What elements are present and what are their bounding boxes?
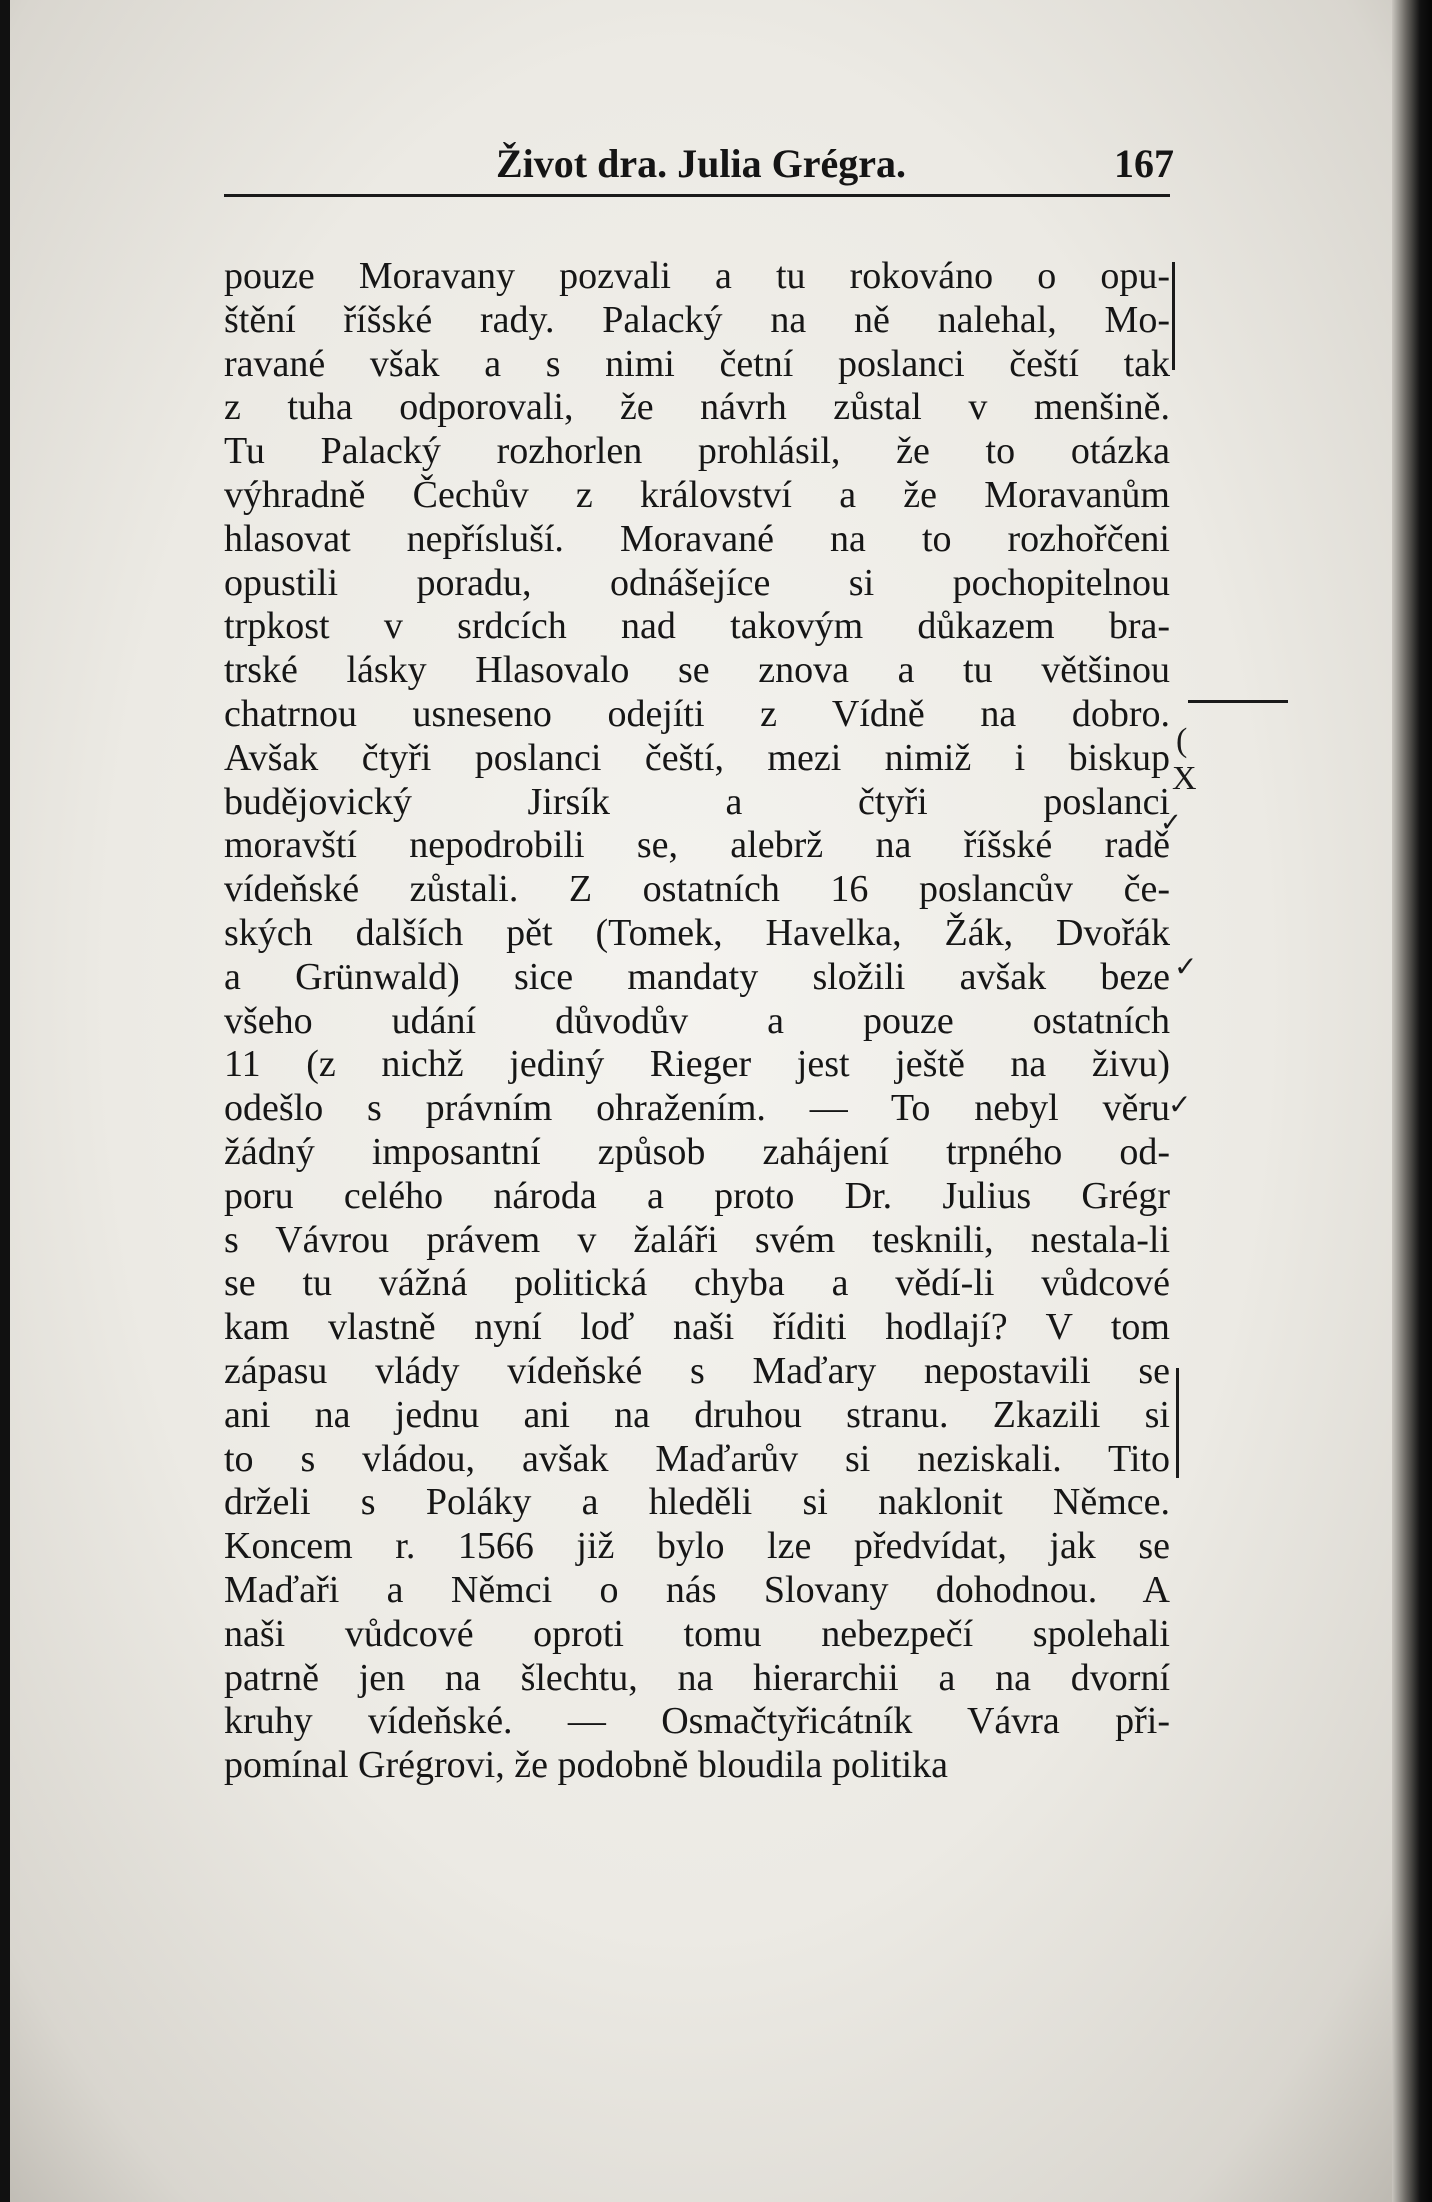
text-line: z tuha odporovali, že návrh zůstal v menšině.	[224, 386, 1170, 429]
text-line: budějovický Jirsík a čtyři poslanci	[224, 780, 1170, 823]
text-line: pouze Moravany pozvali a tu rokováno o opu-	[224, 255, 1170, 297]
margin-dash	[1188, 700, 1288, 703]
text-line: kam vlastně nyní loď naši říditi hodlají? V tom	[224, 1306, 1170, 1349]
margin-cross-mark: X	[1172, 760, 1197, 797]
text-line: opustili poradu, odnášejíce si pochopitelnou	[224, 561, 1170, 604]
margin-check-mark: ✓	[1160, 808, 1182, 837]
page-number: 167	[1114, 141, 1174, 186]
margin-bracket-bottom	[1176, 1368, 1179, 1478]
text-line: poru celého národa a proto Dr. Julius Grégr	[224, 1174, 1170, 1217]
margin-check-mark: ✓	[1168, 1090, 1192, 1121]
text-line: ani na jednu ani na druhou stranu. Zkazili si	[224, 1393, 1170, 1436]
text-line: Koncem r. 1566 již bylo lze předvídat, jak se	[224, 1525, 1170, 1568]
text-line: drželi s Poláky a hleděli si naklonit Němce.	[224, 1481, 1170, 1524]
text-line: ských dalších pět (Tomek, Havelka, Žák, Dvořák	[224, 911, 1170, 954]
text-line: zápasu vlády vídeňské s Maďary nepostavili se	[224, 1349, 1170, 1392]
text-line: patrně jen na šlechtu, na hierarchii a na dvorní	[224, 1656, 1170, 1699]
running-title: Život dra. Julia Grégra.	[496, 141, 906, 186]
text-line: a Grünwald) sice mandaty složili avšak beze	[224, 955, 1170, 998]
body-text	[224, 255, 1170, 1788]
text-line: hlasovat nepřísluší. Moravané na to rozhořčeni	[224, 517, 1170, 560]
running-head	[224, 138, 1174, 194]
text-line: to s vládou, avšak Maďarův si neziskali. Tito	[224, 1437, 1170, 1480]
text-line: vídeňské zůstali. Z ostatních 16 poslancův če-	[224, 868, 1170, 911]
text-line: odešlo s právním ohražením. — To nebyl věru	[224, 1087, 1170, 1130]
text-line: žádný imposantní způsob zahájení trpného od-	[224, 1130, 1170, 1173]
scan-left-edge	[0, 0, 10, 2202]
text-line: Tu Palacký rozhorlen prohlásil, že to otázka	[224, 430, 1170, 473]
text-line: výhradně Čechův z království a že Moravanům	[224, 473, 1170, 516]
margin-paren-mark: (	[1176, 722, 1188, 759]
text-line: trské lásky Hlasovalo se znova a tu většinou	[224, 649, 1170, 692]
text-line: Maďaři a Němci o nás Slovany dohodnou. A	[224, 1568, 1170, 1611]
text-line: kruhy vídeňské. — Osmačtyřicátník Vávra při-	[224, 1700, 1170, 1743]
margin-check-mark: ✓	[1174, 952, 1198, 983]
text-line: 11 (z nichž jediný Rieger jest ještě na živu)	[224, 1043, 1170, 1086]
text-line: s Vávrou právem v žaláři svém tesknili, nestala-li	[224, 1218, 1170, 1261]
text-line: pomínal Grégrovi, že podobně bloudila politika	[224, 1744, 948, 1787]
header-rule	[224, 194, 1170, 197]
text-line: trpkost v srdcích nad takovým důkazem bra-	[224, 605, 1170, 648]
text-line: moravští nepodrobili se, alebrž na říšské radě	[224, 824, 1170, 867]
text-line: všeho udání důvodův a pouze ostatních	[224, 999, 1170, 1042]
text-line: ravané však a s nimi četní poslanci čeští tak	[224, 342, 1170, 385]
text-line: naši vůdcové oproti tomu nebezpečí spolehali	[224, 1612, 1170, 1655]
margin-bracket-top	[1172, 262, 1175, 370]
text-line: štění říšské rady. Palacký na ně nalehal, Mo-	[224, 298, 1170, 341]
text-line: se tu vážná politická chyba a vědí-li vůdcové	[224, 1262, 1170, 1305]
text-line: chatrnou usneseno odejíti z Vídně na dobro.	[224, 692, 1170, 735]
scan-right-edge	[1392, 0, 1432, 2202]
text-line: Avšak čtyři poslanci čeští, mezi nimiž i biskup	[224, 736, 1170, 779]
